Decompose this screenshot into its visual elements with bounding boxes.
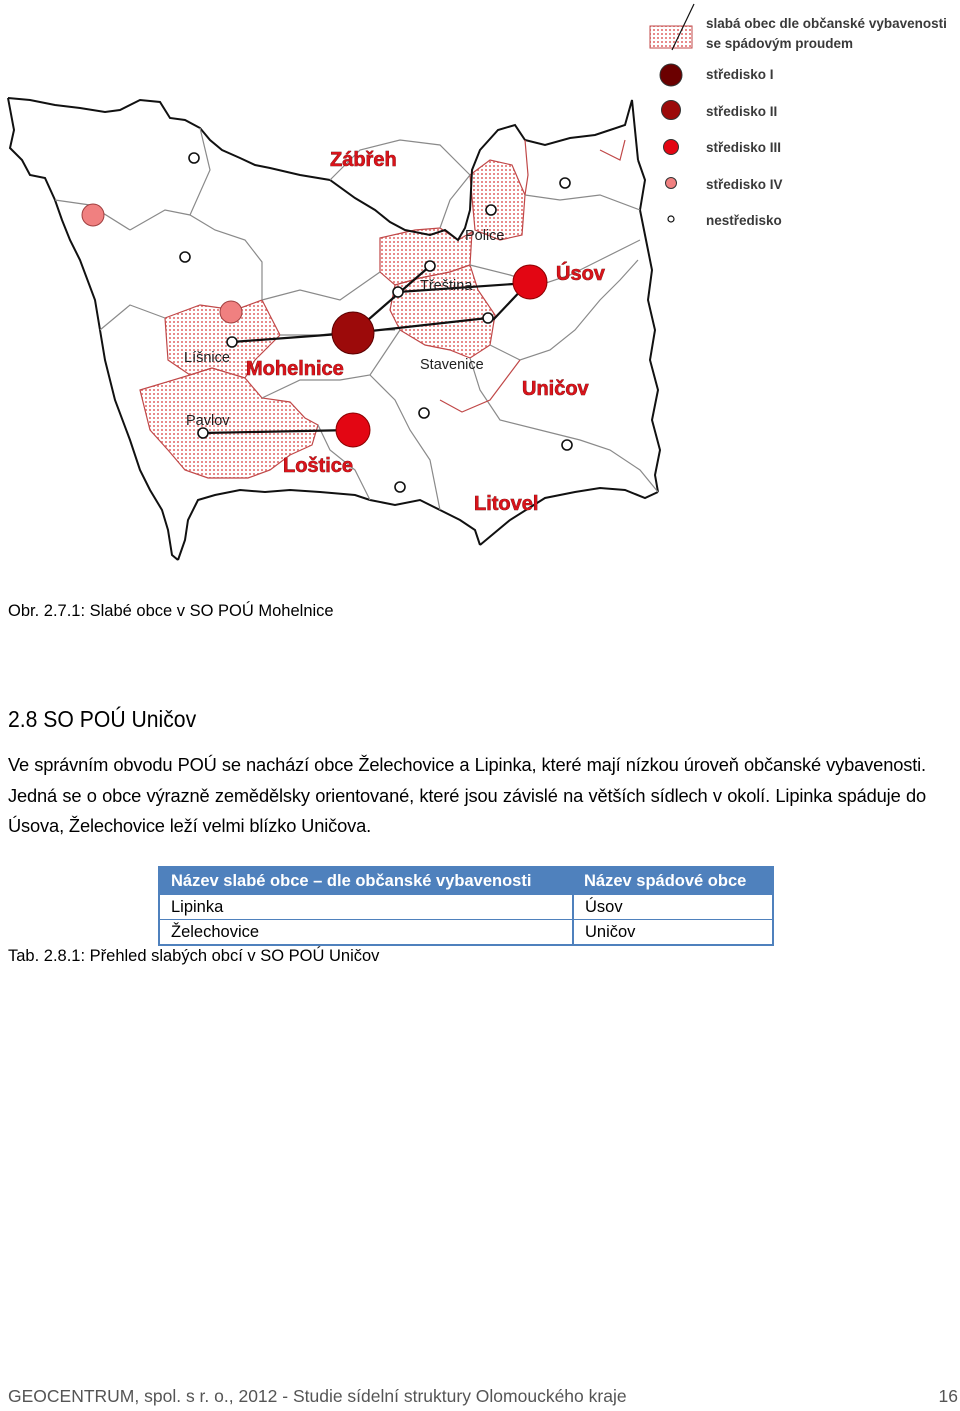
table-header-target: Název spádové obce (573, 867, 773, 895)
label-unicov: Uničov (522, 378, 589, 400)
page-number: 16 (938, 1386, 958, 1406)
table-row (159, 920, 773, 946)
footer-text: GEOCENTRUM, spol. s r. o., 2012 - Studie sídelní struktury Olomouckého kraje (8, 1386, 627, 1406)
label-trestina: Třeština (420, 278, 473, 294)
table-cell-weak: Lipinka (159, 895, 573, 920)
non-center-marker (483, 313, 493, 323)
label-usov: Úsov (556, 263, 605, 285)
non-center-marker (180, 252, 190, 262)
weak-municipalities-table (158, 866, 774, 946)
center-iv-marker (82, 204, 104, 226)
label-zabreh: Zábřeh (330, 149, 397, 171)
legend-center4-symbol (666, 178, 677, 189)
label-mohelnice: Mohelnice (246, 358, 344, 380)
legend-non-center-label: nestředisko (706, 213, 782, 228)
table-header-row (159, 867, 773, 895)
lostice-center-marker (336, 413, 370, 447)
non-center-marker (189, 153, 199, 163)
table-cell-target: Uničov (573, 920, 773, 946)
settlement-map (0, 0, 960, 580)
legend-weak-symbol (650, 4, 694, 50)
non-center-marker (486, 205, 496, 215)
legend-center4-label: středisko IV (706, 177, 783, 192)
label-lostice: Loštice (283, 455, 354, 477)
legend-non-center-symbol (668, 216, 674, 222)
non-center-marker (198, 428, 208, 438)
non-center-marker (227, 337, 237, 347)
mohelnice-center-marker (332, 312, 374, 354)
table-caption: Tab. 2.8.1: Přehled slabých obcí v SO POÚ Uničov (8, 947, 380, 965)
figure-caption: Obr. 2.7.1: Slabé obce v SO POÚ Mohelnice (8, 602, 334, 620)
non-center-marker (393, 287, 403, 297)
non-center-marker (560, 178, 570, 188)
table-row (159, 895, 773, 920)
label-police: Police (465, 228, 505, 244)
label-pavlov: Pavlov (186, 413, 230, 429)
table-cell-weak: Želechovice (159, 920, 573, 946)
legend-center3-label: středisko III (706, 140, 782, 155)
legend-weak-line2: se spádovým proudem (706, 36, 854, 51)
legend-center2-symbol (662, 101, 681, 120)
table-cell-target: Úsov (573, 895, 773, 920)
non-center-marker (419, 408, 429, 418)
legend-center1-label: středisko I (706, 67, 774, 82)
legend-center3-symbol (664, 140, 679, 155)
legend-weak-line1: slabá obec dle občanské vybavenosti (706, 16, 947, 31)
section-heading: 2.8 SO POÚ Uničov (8, 706, 197, 732)
label-litovel: Litovel (474, 493, 539, 515)
page-footer (8, 1386, 958, 1407)
non-center-marker (425, 261, 435, 271)
body-paragraph: Ve správním obvodu POÚ se nachází obce Želechovice a Lipinka, které mají nízkou úroveň občanské vybavenosti. Jedná se o obce výrazně zemědělsky orientované, které jsou závislé na větších sídlech v okolí. Lipinka spáduje do Úsova, Želechovice leží velmi blízko Uničova. (8, 754, 926, 836)
non-center-marker (395, 482, 405, 492)
legend-center1-symbol (660, 64, 682, 86)
label-lisnice: Líšnice (184, 350, 230, 366)
usov-center-marker (513, 265, 547, 299)
legend-center2-label: středisko II (706, 104, 778, 119)
label-stavenice: Stavenice (420, 357, 484, 373)
non-center-marker (562, 440, 572, 450)
center-iv-marker (220, 301, 242, 323)
map-legend (650, 4, 947, 228)
table-header-weak: Název slabé obce – dle občanské vybavenosti (159, 867, 573, 895)
